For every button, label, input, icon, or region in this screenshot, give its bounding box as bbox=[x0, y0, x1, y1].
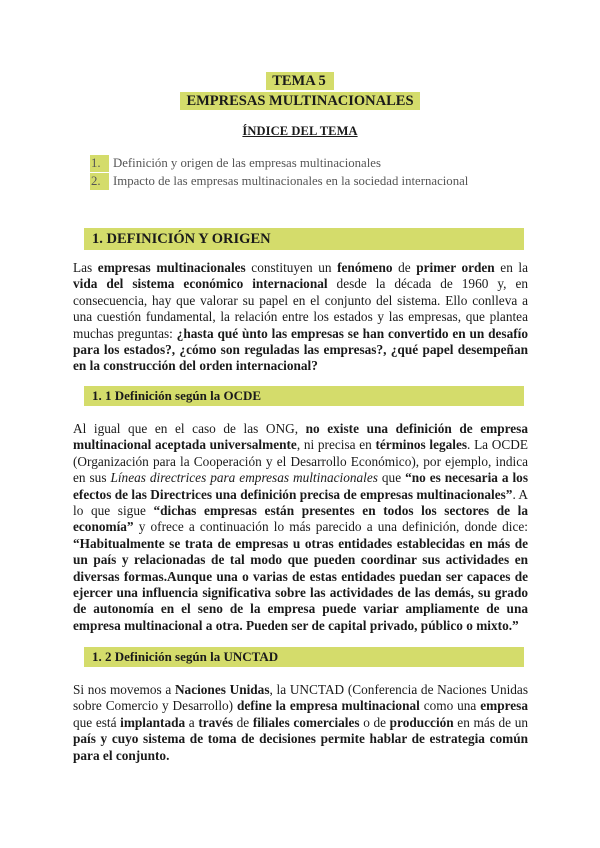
toc-item-number: 1. bbox=[90, 155, 109, 172]
section-heading-definicion-origen bbox=[84, 228, 524, 250]
italic-text-run: Líneas directrices para empresas multinacionales bbox=[110, 470, 378, 486]
bold-text-run: términos legales bbox=[375, 437, 468, 453]
bold-text-run: implantada bbox=[120, 714, 186, 730]
bold-text-run: Naciones Unidas bbox=[174, 682, 270, 697]
bold-text-run: través bbox=[198, 714, 234, 730]
bold-text-run: empresa bbox=[480, 698, 528, 714]
paragraph-unctad bbox=[73, 682, 528, 764]
text-run: . La OCDE (Organización para la Cooperación y el Desarrollo Económico), por ejemplo, indica en sus bbox=[73, 437, 528, 486]
bold-text-run: “dichas empresas están presentes en todos los sectores de la economía” bbox=[73, 503, 528, 535]
paragraph-intro bbox=[73, 260, 528, 375]
bold-text-run: define la empresa multinacional bbox=[237, 698, 420, 714]
text-run: en la bbox=[494, 260, 529, 275]
text-run: a bbox=[185, 714, 199, 730]
bold-text-run: no existe una definición de empresa multinacional aceptada universalmente bbox=[73, 421, 528, 453]
bold-text-run: producción bbox=[389, 714, 454, 730]
text-run: de bbox=[392, 260, 417, 275]
doc-subtitle-text: EMPRESAS MULTINACIONALES bbox=[180, 92, 419, 110]
text-run: constituyen un bbox=[245, 260, 338, 275]
text-run: , ni precisa en bbox=[296, 437, 376, 453]
text-run: Al igual que en el caso de las ONG, bbox=[73, 421, 306, 436]
text-run: Las bbox=[73, 260, 98, 275]
text-run: de bbox=[233, 714, 253, 730]
doc-title-text: TEMA 5 bbox=[266, 72, 334, 90]
text-run: como una bbox=[419, 698, 481, 714]
toc-item-label: Impacto de las empresas multinacionales en la sociedad internacional bbox=[113, 174, 469, 188]
bold-text-run: fenómeno bbox=[337, 260, 393, 275]
toc-item[interactable] bbox=[90, 155, 381, 172]
bold-text-run: ¿hasta qué ùnto las empresas se han convertido en un desafío para los estados?, ¿cómo son reguladas las empresas?, ¿qué papel desempeñan en la construcción del orden internacional? bbox=[73, 325, 528, 374]
bold-text-run: “Habitualmente se trata de empresas u otras entidades establecidas en más de un país y relacionadas de tal modo que pueden coordinar sus actividades en diversas formas.Aunque una o varias de estas entidades puedan ser capaces de ejercer una influencia significativa sobre las actividades de las demás, su grado de autonomía en el seno de la empresa puede variar ampliamente de una empresa multinacional a otra. Pueden ser de capital privado, público o mixto.” bbox=[73, 535, 528, 633]
doc-title bbox=[0, 72, 600, 90]
toc-item-number: 2. bbox=[90, 173, 109, 190]
subsection-heading-ocde bbox=[84, 386, 524, 406]
toc-item-label: Definición y origen de las empresas multinacionales bbox=[113, 156, 381, 170]
bold-text-run: vida del sistema económico internacional bbox=[73, 276, 328, 292]
index-heading: ÍNDICE DEL TEMA bbox=[242, 124, 358, 138]
text-run: Si nos movemos a bbox=[73, 682, 175, 697]
text-run: o de bbox=[359, 714, 390, 730]
toc-item[interactable] bbox=[90, 173, 468, 190]
paragraph-ocde bbox=[73, 421, 528, 634]
text-run: . A lo que sigue bbox=[73, 486, 528, 519]
bold-text-run: primer orden bbox=[416, 260, 495, 275]
text-run: , la UNCTAD (Conferencia de Naciones Unidas sobre Comercio y Desarrollo) bbox=[73, 682, 529, 714]
text-run: que está bbox=[73, 714, 121, 730]
text-run: desde la década de 1960 y, en consecuencia, hay que valorar su papel en el conjunto del sistema. Ello conlleva a una cuestión fundamental, la relación entre los estados y las empresas, que plantea muchas preguntas: bbox=[73, 276, 528, 341]
text-run: en más de un bbox=[453, 714, 528, 730]
section-heading-text: 1. DEFINICIÓN Y ORIGEN bbox=[92, 231, 271, 247]
text-run: que bbox=[377, 470, 406, 486]
bold-text-run: “no es necesaria a los efectos de las Directrices una definición precisa de empresas multinacionales” bbox=[73, 470, 528, 502]
bold-text-run: filiales comerciales bbox=[252, 714, 360, 730]
subsection-heading-text: 1. 1 Definición según la OCDE bbox=[92, 388, 262, 403]
subsection-heading-unctad bbox=[84, 647, 524, 667]
bold-text-run: país y cuyo sistema de toma de decisiones permite hablar de estrategia común para el conjunto. bbox=[73, 731, 528, 763]
doc-subtitle bbox=[0, 92, 600, 110]
subsection-heading-text: 1. 2 Definición según la UNCTAD bbox=[92, 649, 279, 664]
text-run: y ofrece a continuación lo más parecido a una definición, donde dice: bbox=[133, 519, 528, 535]
bold-text-run: empresas multinacionales bbox=[97, 260, 246, 275]
